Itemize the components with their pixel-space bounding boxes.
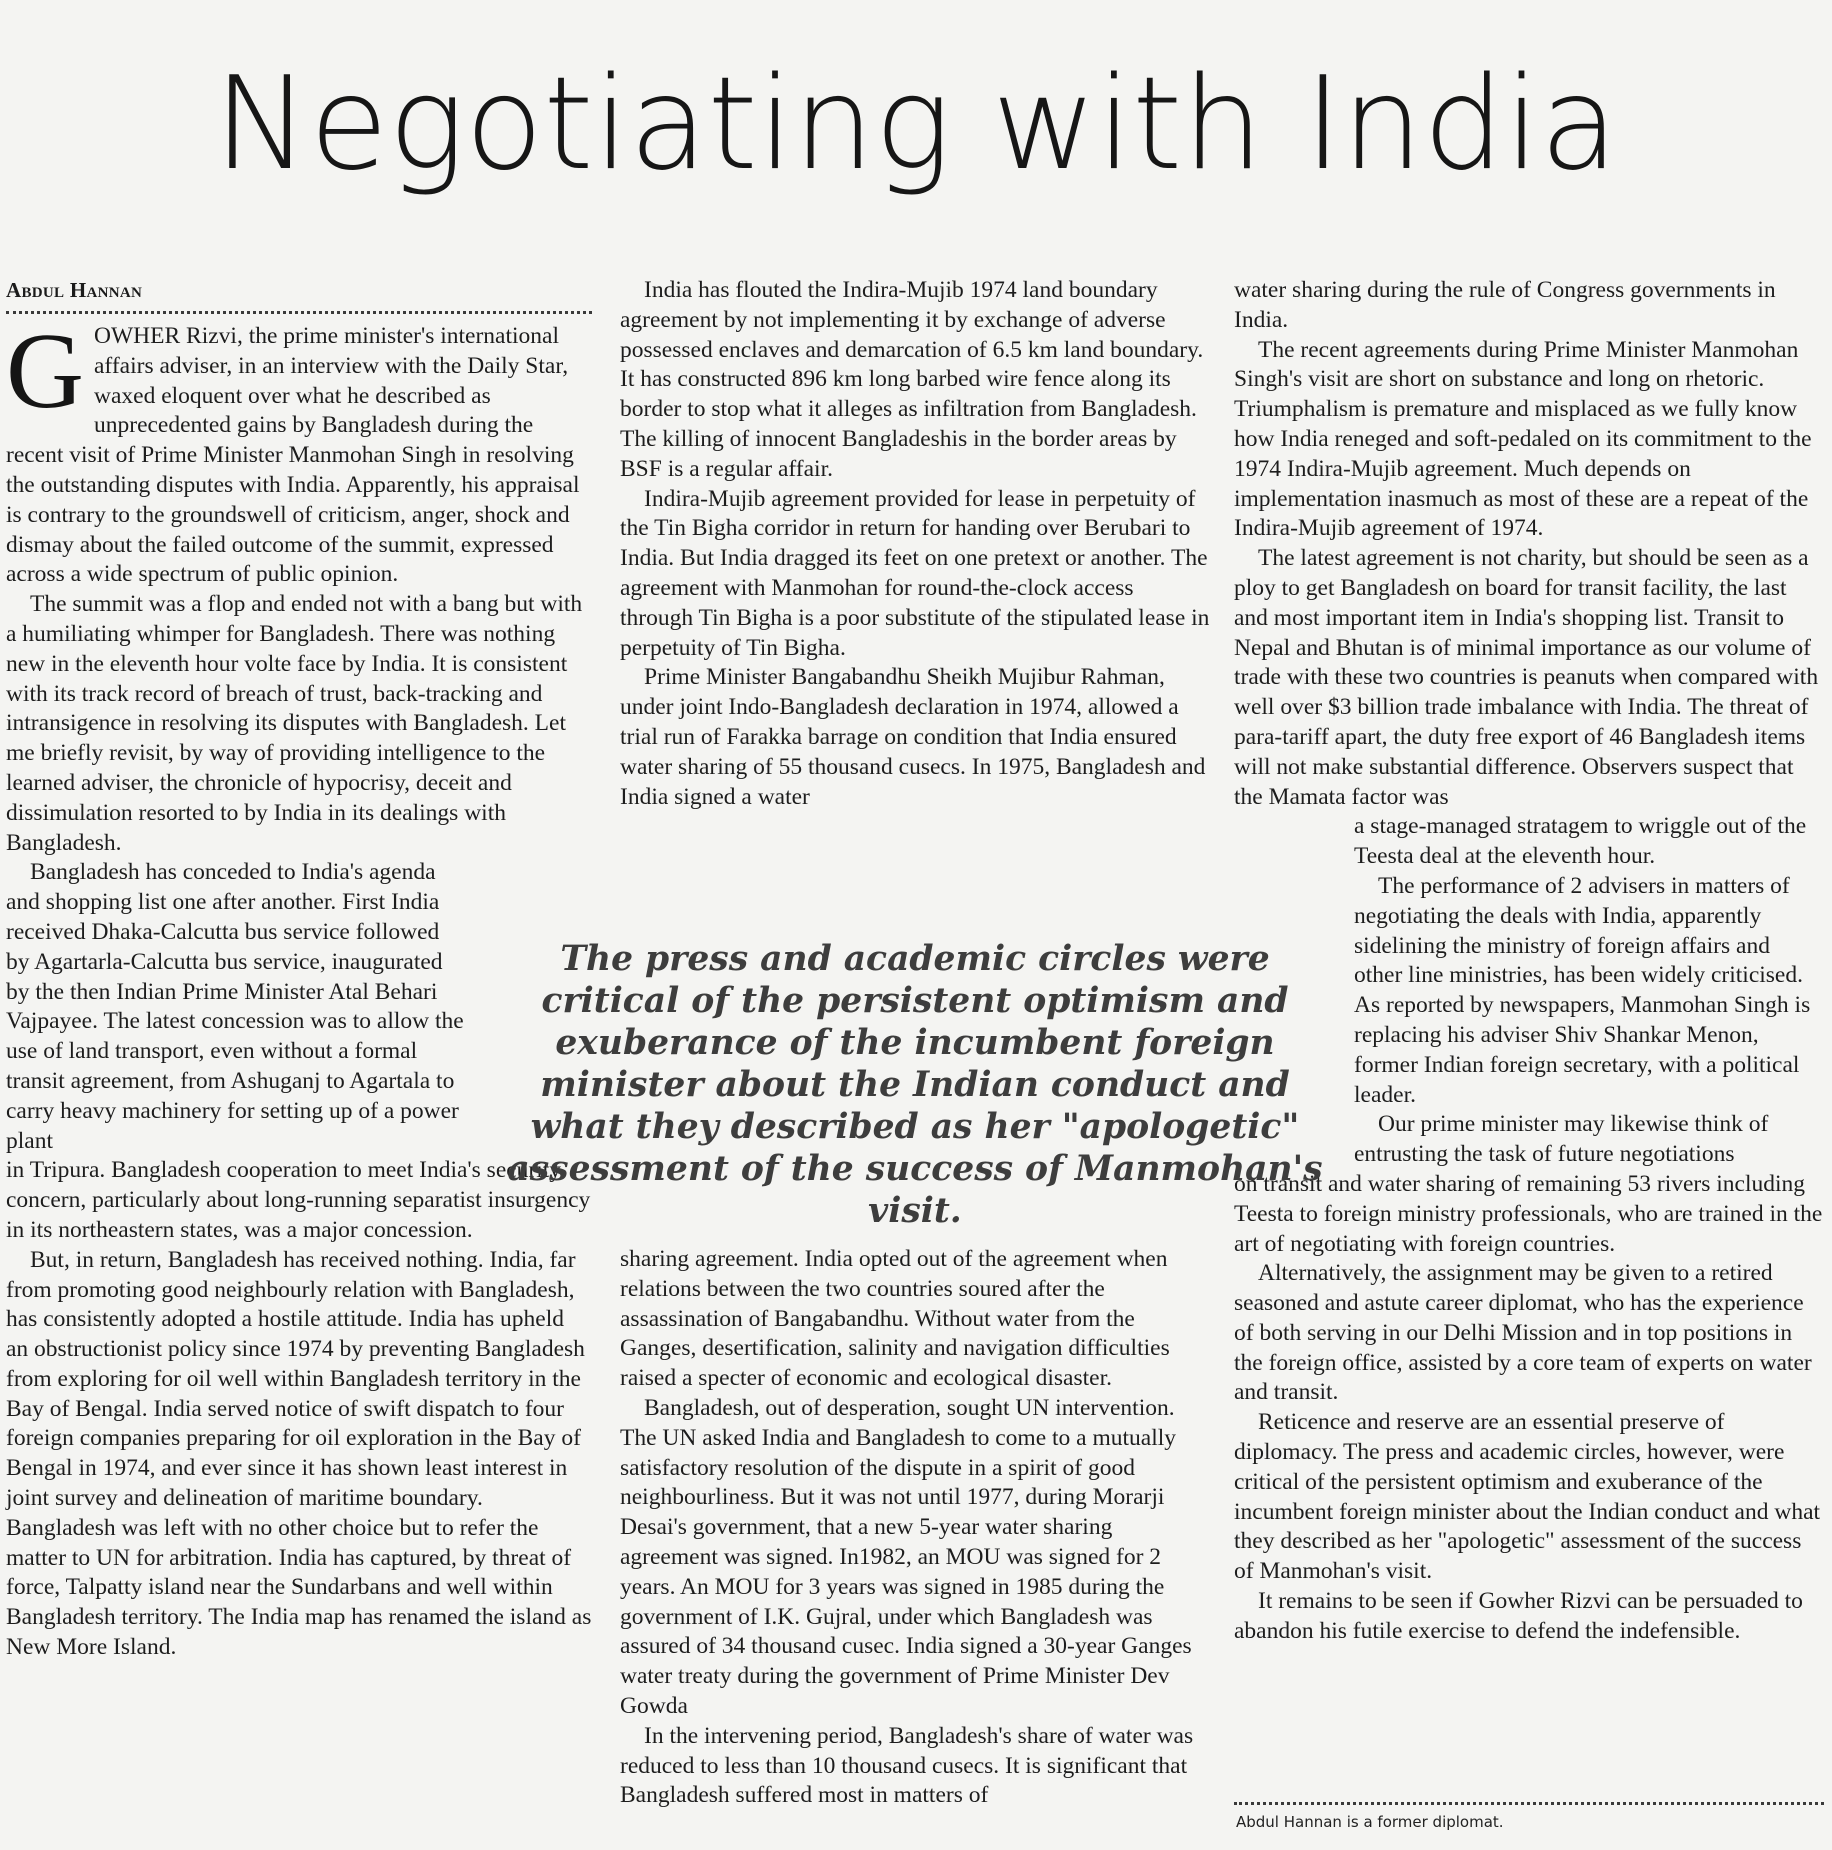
paragraph-3-continued: in Tripura. Bangladesh cooperation to meet India's security concern, particularly about long-running separatist insurgency in its northeastern states, was a major concession. <box>6 1157 591 1243</box>
paragraph-11: The latest agreement is not charity, but should be seen as a ploy to get Bangladesh on board for transit facility, the last and most important item in India's shopping list. Transit to Nepal and Bhutan is of minimal importance as our volume of trade with these two countries is peanuts when compared with well over $3 billion trade imbalance with India. The threat of para-tariff apart, the duty free export of 46 Bangladesh items will not make substantial difference. Observers suspect that the Mamata factor was <box>1234 545 1819 810</box>
paragraph-3: Bangladesh has conceded to India's agenda and shopping list one after another. First India received Dhaka-Calcutta bus service followed by Agartarla-Calcutta bus service, inaugurated by the then Indian Prime Minister Atal Behari Vajpayee. The latest concession was to allow the use of land transport, even without a formal transit agreement, from Ashuganj to Agartala to carry heavy machinery for setting up of a power plant <box>6 859 464 1154</box>
paragraph-1 <box>6 312 592 590</box>
paragraph-1-text: OWHER Rizvi, the prime minister's international affairs adviser, in an interview with the Daily Star, waxed eloquent over what he described as unprecedented gains by Bangladesh during the recent visit of Prime Minister Manmohan Singh in resolving the outstanding disputes with India. Apparently, his appraisal is contrary to the groundswell of criticism, anger, shock and dismay about the failed outcome of the summit, expressed across a wide spectrum of public opinion. <box>6 323 580 588</box>
paragraph-4: But, in return, Bangladesh has received nothing. India, far from promoting good neighbourly relation with Bangladesh, has consistently adopted a hostile attitude. India has upheld an obstructionist policy since 1974 by preventing Bangladesh from exploring for oil well within Bangladesh territory in the Bay of Bengal. India served notice of swift dispatch to four foreign companies preparing for oil exploration in the Bay of Bengal in 1974, and ever since it has shown least interest in joint survey and delineation of maritime boundary. Bangladesh was left with no other choice but to refer the matter to UN for arbitration. India has captured, by threat of force, Talpatty island near the Sundarbans and well within Bangladesh territory. The India map has renamed the island as New More Island. <box>6 1246 592 1661</box>
paragraph-13-continued: on transit and water sharing of remaining 53 rivers including Teesta to foreign ministry professionals, who are trained in the art of negotiating with foreign countries. <box>1234 1170 1823 1257</box>
paragraph-9-continued: water sharing during the rule of Congress governments in India. <box>1234 277 1776 333</box>
paragraph-9: In the intervening period, Bangladesh's share of water was reduced to less than 10 thousand cusecs. It is significant that Bangladesh suffered most in matters of <box>620 1722 1194 1809</box>
pull-quote: The press and academic circles were critical of the persistent optimism and exuberance of the incumbent foreign minister about the Indian conduct and what they described as her "apologetic" assessment of the success of Manmohan's visit. <box>507 939 1323 1231</box>
paragraph-10: The recent agreements during Prime Minister Manmohan Singh's visit are short on substance and long on rhetoric. Triumphalism is premature and misplaced as we fully know how India reneged and soft-pedaled on its commitment to the 1974 Indira-Mujib agreement. Much depends on implementation inasmuch as most of these are a repeat of the Indira-Mujib agreement of 1974. <box>1234 336 1812 542</box>
byline: Abdul Hannan <box>6 278 143 302</box>
paragraph-2: The summit was a flop and ended not with a bang but with a humiliating whimper for Bangladesh. There was nothing new in the eleventh hour volte face by India. It is consistent with its track record of breach of trust, back-tracking and intransigence in resolving its disputes with Bangladesh. Let me briefly revisit, by way of providing intelligence to the learned adviser, the chronicle of hypocrisy, deceit and dissimulation resorted to by India in its dealings with Bangladesh. <box>6 591 583 856</box>
author-note: Abdul Hannan is a former diplomat. <box>1236 1813 1504 1831</box>
paragraph-11-continued: a stage-managed stratagem to wriggle out of the Teesta deal at the eleventh hour. <box>1354 813 1807 870</box>
column-3 <box>1234 276 1824 1647</box>
paragraph-14: Alternatively, the assignment may be given to a retired seasoned and astute career diplomat, who has the experience of both serving in our Delhi Mission and in top positions in the foreign office, assisted by a core team of experts on water and transit. <box>1234 1260 1812 1406</box>
column-2-bottom <box>620 1245 1212 1811</box>
paragraph-13: Our prime minister may likewise think of entrusting the task of future negotiations <box>1354 1111 1769 1168</box>
paragraph-7-continued: sharing agreement. India opted out of the agreement when relations between the two countries soured after the assassination of Bangabandhu. Without water from the Ganges, desertification, salinity and navigation difficulties raised a specter of economic and ecological disaster. <box>620 1246 1170 1392</box>
headline: Negotiating with India <box>213 50 1619 199</box>
paragraph-16: It remains to be seen if Gowher Rizvi can be persuaded to abandon his futile exercise to defend the indefensible. <box>1234 1588 1803 1644</box>
paragraph-5: India has flouted the Indira-Mujib 1974 land boundary agreement by not implementing it by exchange of adverse possessed enclaves and demarcation of 6.5 km land boundary. It has constructed 896 km long barbed wire fence along its border to stop what it alleges as infiltration from Bangladesh. The killing of innocent Bangladeshis in the border areas by BSF is a regular affair. <box>620 277 1204 482</box>
paragraph-15: Reticence and reserve are an essential preserve of diplomacy. The press and academic circles, however, were critical of the persistent optimism and exuberance of the incumbent foreign minister about the Indian conduct and what they described as her "apologetic" assessment of the success of Manmohan's visit. <box>1234 1409 1821 1585</box>
paragraph-12: The performance of 2 advisers in matters of negotiating the deals with India, apparently sidelining the ministry of foreign affairs and other line ministries, has been widely criticised. As reported by newspapers, Manmohan Singh is replacing his adviser Shiv Shankar Menon, former Indian foreign secretary, with a political leader. <box>1354 872 1811 1108</box>
paragraph-7: Prime Minister Bangabandhu Sheikh Mujibur Rahman, under joint Indo-Bangladesh declaration in 1974, allowed a trial run of Farakka barrage on condition that India ensured water sharing of 55 thousand cusecs. In 1975, Bangladesh and India signed a water <box>620 664 1206 810</box>
footer-dotted-rule <box>1234 1802 1824 1805</box>
column-2-top <box>620 276 1212 812</box>
pullquote-wrap-block <box>1234 812 1824 1170</box>
drop-cap: G <box>6 312 84 431</box>
byline-dotted-rule <box>6 311 592 314</box>
paragraph-8: Bangladesh, out of desperation, sought UN intervention. The UN asked India and Bangladesh to come to a mutually satisfactory resolution of the dispute in a spirit of good neighbourliness. But it was not until 1977, during Morarji Desai's government, that a new 5-year water sharing agreement was signed. In1982, an MOU was signed for 2 years. An MOU for 3 years was signed in 1985 during the government of I.K. Gujral, under which Bangladesh was assured of 34 thousand cusec. India signed a 30-year Ganges water treaty during the government of Prime Minister Dev Gowda <box>620 1394 1192 1719</box>
paragraph-6: Indira-Mujib agreement provided for lease in perpetuity of the Tin Bigha corridor in return for handing over Berubari to India. But India dragged its feet on one pretext or another. The agreement with Manmohan for round-the-clock access through Tin Bigha is a poor substitute of the stipulated lease in perpetuity of Tin Bigha. <box>620 485 1210 661</box>
